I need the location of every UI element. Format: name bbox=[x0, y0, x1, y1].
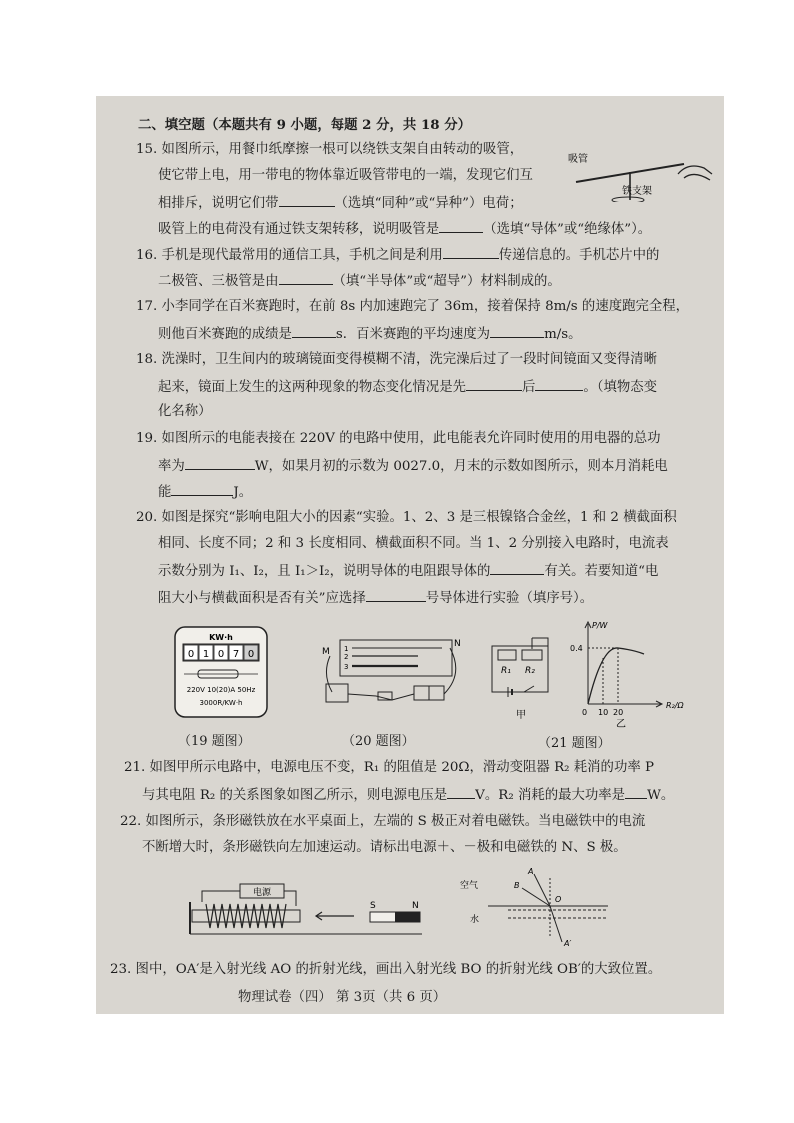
q18-answer-blank-1[interactable] bbox=[466, 378, 522, 391]
q15-answer-blank-1[interactable] bbox=[279, 194, 335, 207]
straw-figure bbox=[566, 134, 716, 202]
slider-wire bbox=[532, 638, 548, 646]
ray-oa-prime bbox=[550, 906, 562, 942]
q23-line1: 23. 图中，OA′是入射光线 AO 的折射光线，画出入射光线 BO 的折射光线 OB′的大致位置。 bbox=[110, 962, 662, 977]
q19-line2-text-b: W，如果月初的示数为 0027.0，月末的示数如图所示，则本月消耗电 bbox=[254, 459, 668, 474]
caption-20: （20 题图） bbox=[342, 734, 415, 749]
refraction-figure bbox=[458, 866, 618, 952]
water-label: 水 bbox=[470, 915, 480, 925]
x-tick-label: 0 bbox=[582, 708, 588, 717]
meter-rating: 220V 10(20)A 50Hz bbox=[186, 686, 256, 694]
q16-answer-blank-1[interactable] bbox=[443, 246, 499, 259]
q16-line2-text-a: 二极管、三极管是由 bbox=[158, 274, 279, 289]
q20-answer-blank-2[interactable] bbox=[366, 589, 426, 602]
q20-line2: 相同、长度不同；2 和 3 长度相同、横截面积不同。当 1、2 分别接入电路时，电流表 bbox=[158, 536, 669, 551]
hand-object bbox=[678, 166, 712, 180]
q18-line2 bbox=[158, 378, 657, 396]
switch-lever bbox=[524, 686, 534, 692]
q19-line3-text-a: 能 bbox=[158, 485, 172, 500]
q15-line2: 使它带上电，用一带电的物体靠近吸管带电的一端，发现它们互 bbox=[158, 168, 533, 183]
q15-line1: 15. 如图所示，用餐巾纸摩擦一根可以绕铁支架自由转动的吸管， bbox=[136, 142, 524, 157]
wire-3-label: 3 bbox=[344, 663, 349, 671]
caption-21: （21 题图） bbox=[538, 736, 611, 751]
bar-magnet-n-half bbox=[395, 912, 420, 922]
magnet-s-label: S bbox=[370, 901, 376, 911]
q19-line2 bbox=[158, 457, 668, 475]
q15-line3-text-b: （选填“同种”或“异种”）电荷； bbox=[334, 196, 523, 211]
exam-page bbox=[96, 96, 724, 1014]
r2-label: R₂ bbox=[525, 666, 535, 676]
q15-answer-blank-2[interactable] bbox=[439, 220, 483, 233]
q20-line4 bbox=[158, 589, 593, 607]
q19-answer-blank-1[interactable] bbox=[185, 457, 255, 470]
section-heading: 二、填空题（本题共有 9 小题，每题 2 分，共 18 分） bbox=[138, 117, 472, 133]
wire-2-label: 2 bbox=[344, 653, 349, 661]
point-b-label: B bbox=[514, 881, 520, 890]
q15-line4 bbox=[158, 220, 651, 238]
r1-label: R₁ bbox=[501, 666, 511, 676]
q17-answer-blank-1[interactable] bbox=[292, 325, 336, 338]
resistance-experiment-figure bbox=[318, 634, 468, 716]
meter-digit: 0 bbox=[217, 649, 225, 660]
straw-label: 吸管 bbox=[568, 154, 588, 165]
stand-base bbox=[612, 197, 644, 202]
q18-line2-text-a: 起来，镜面上发生的这两种现象的物态变化情况是先 bbox=[158, 380, 466, 395]
q17-line2 bbox=[158, 325, 582, 343]
x-tick-label: 10 bbox=[598, 708, 609, 717]
x-tick-label: 20 bbox=[613, 708, 624, 717]
q20-line3-text-b: 有关。若要知道“电 bbox=[544, 564, 659, 579]
stand-label: 铁支架 bbox=[622, 186, 652, 197]
q21-answer-blank-1[interactable] bbox=[447, 786, 475, 799]
energy-meter-figure bbox=[174, 626, 268, 718]
q16-line2-text-b: （填“半导体”或“超导”）材料制成的。 bbox=[332, 274, 561, 289]
terminal-n-label: N bbox=[454, 639, 461, 649]
point-a-prime-label: A′ bbox=[564, 939, 572, 948]
q15-line3 bbox=[158, 194, 523, 212]
q20-line4-text-a: 阻大小与横截面积是否有关”应选择 bbox=[158, 591, 366, 606]
meter-unit: KW·h bbox=[209, 633, 233, 642]
q21-line2-text-a: 与其电阻 R₂ 的关系图象如图乙所示，则电源电压是 bbox=[142, 788, 448, 803]
q16-line1 bbox=[136, 246, 659, 264]
circuit-jia-label: 甲 bbox=[516, 710, 526, 721]
air-label: 空气 bbox=[460, 881, 479, 891]
rheostat-r2 bbox=[522, 650, 542, 660]
q21-answer-blank-2[interactable] bbox=[625, 786, 647, 799]
point-o-label: O bbox=[555, 895, 562, 904]
meter-constant: 3000R/KW·h bbox=[199, 699, 243, 707]
q21-line1: 21. 如图甲所示电路中，电源电压不变，R₁ 的阻值是 20Ω，滑动变阻器 R₂ 耗消的功率 P bbox=[124, 760, 654, 775]
q20-answer-blank-1[interactable] bbox=[490, 562, 544, 575]
q15-line4-text-a: 吸管上的电荷没有通过铁支架转移，说明吸管是 bbox=[158, 222, 440, 237]
meter-digit: 7 bbox=[232, 649, 240, 660]
q19-line3-text-b: J。 bbox=[233, 485, 253, 500]
wire-board bbox=[340, 640, 452, 676]
y-tick-label: 0.4 bbox=[570, 644, 583, 653]
q17-answer-blank-2[interactable] bbox=[490, 325, 544, 338]
meter-digit: 0 bbox=[247, 649, 255, 660]
q20-line1: 20. 如图是探究“影响电阻大小的因素“实验。1、2、3 是三根镍铬合金丝，1 和 2 横截面积 bbox=[136, 510, 677, 525]
q15-line4-text-b: （选填“导体”或“绝缘体”）。 bbox=[483, 222, 652, 237]
q16-line2 bbox=[158, 272, 561, 290]
coil-winding bbox=[206, 904, 286, 928]
q21-line2 bbox=[142, 786, 674, 804]
q17-line2-text-a: 则他百米赛跑的成绩是 bbox=[158, 327, 292, 342]
q20-line4-text-b: 号导体进行实验（填序号）。 bbox=[425, 591, 594, 606]
q17-line1: 17. 小李同学在百米赛跑时，在前 8s 内加速跑完了 36m，接着保持 8m/s 的速度跑完全程， bbox=[136, 299, 690, 314]
q18-line1: 18. 洗澡时，卫生间内的玻璃镜面变得模糊不清，洗完澡后过了一段时间镜面又变得清晰 bbox=[136, 352, 658, 367]
page-footer: 物理试卷（四） 第 3页（共 6 页） bbox=[238, 990, 447, 1005]
q17-line2-text-b: s．百米赛跑的平均速度为 bbox=[335, 327, 491, 342]
switch bbox=[378, 692, 392, 700]
q21-line2-text-c: W。 bbox=[647, 788, 675, 803]
graph-yi-label: 乙 bbox=[616, 719, 626, 730]
fig21-circuit-and-graph bbox=[484, 618, 700, 730]
q19-line3 bbox=[158, 483, 252, 501]
q16-answer-blank-2[interactable] bbox=[279, 272, 333, 285]
power-curve bbox=[588, 648, 644, 704]
q22-line1: 22. 如图所示，条形磁铁放在水平桌面上，左端的 S 极正对着电磁铁。当电磁铁中的电流 bbox=[120, 814, 646, 829]
q20-line3-text-a: 示数分别为 I₁、I₂，且 I₁＞I₂，说明导体的电阻跟导体的 bbox=[158, 564, 491, 579]
q21-line2-text-b: V。R₂ 消耗的最大功率是 bbox=[475, 788, 626, 803]
q16-line1-text-a: 16. 手机是现代最常用的通信工具，手机之间是利用 bbox=[136, 248, 443, 263]
meter-digit: 1 bbox=[202, 649, 210, 660]
bottom-wire bbox=[348, 694, 414, 700]
caption-19: （19 题图） bbox=[178, 734, 251, 749]
q19-line2-text-a: 率为 bbox=[158, 459, 185, 474]
q18-line2-text-b: 后 bbox=[521, 380, 536, 395]
resistor-r1 bbox=[498, 650, 516, 660]
q17-line2-text-c: m/s。 bbox=[544, 327, 582, 342]
point-a-label: A bbox=[528, 867, 534, 876]
q20-line3 bbox=[158, 562, 658, 580]
q15-line3-text-a: 相排斥，说明它们带 bbox=[158, 196, 279, 211]
graph-xlabel: R₂/Ω bbox=[666, 701, 684, 710]
q22-line2: 不断增大时，条形磁铁向左加速运动。请标出电源＋、－极和电磁铁的 N、S 极。 bbox=[142, 840, 627, 855]
wire-1-label: 1 bbox=[344, 645, 349, 653]
q16-line1-text-b: 传递信息的。手机芯片中的 bbox=[498, 248, 660, 263]
graph-ylabel: P/W bbox=[592, 621, 608, 630]
electromagnet-figure bbox=[186, 872, 426, 942]
meter-digit: 0 bbox=[187, 649, 195, 660]
q19-line1: 19. 如图所示的电能表接在 220V 的电路中使用，此电能表允许同时使用的用电器的总功 bbox=[136, 431, 661, 446]
power-source-label: 电源 bbox=[252, 888, 272, 898]
terminal-m-label: M bbox=[322, 647, 330, 657]
q18-line3: 化名称） bbox=[158, 404, 212, 419]
q18-answer-blank-2[interactable] bbox=[535, 378, 583, 391]
q19-answer-blank-2[interactable] bbox=[171, 483, 233, 496]
q18-line2-text-c: 。（填物态变 bbox=[583, 380, 658, 395]
magnet-n-label: N bbox=[412, 901, 419, 911]
